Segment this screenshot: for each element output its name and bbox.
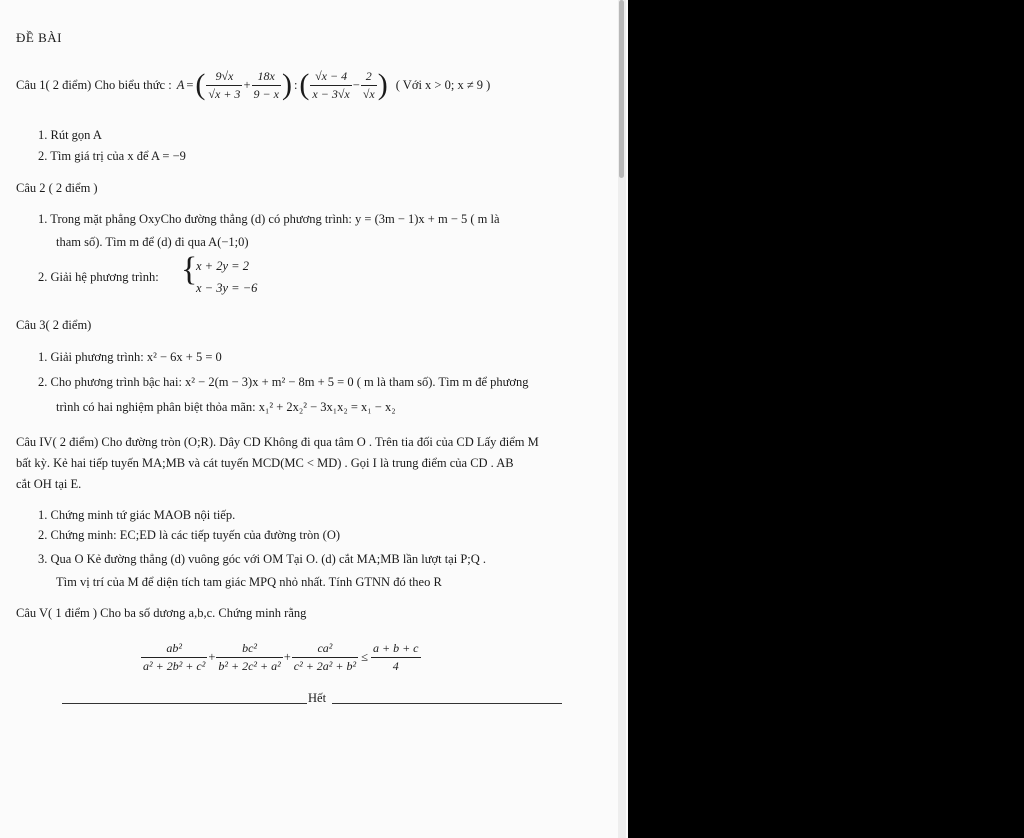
fraction: $\frac{\text{ab²}}{\text{a² + 2b² + c²}}$ <box>143 640 206 673</box>
question-1-item-1: 1. Rút gọn A <box>38 128 102 142</box>
fraction: $\frac{\text{bc²}}{\text{b² + 2c² + a²}}$ <box>218 640 281 673</box>
question-4-item-1: 1. Chứng minh tứ giác MAOB nội tiếp. <box>38 508 236 522</box>
question-4-item-3-cont: Tìm vị trí của M để diện tích tam giác MPQ nhỏ nhất. Tính GTNN đó theo R <box>56 575 442 589</box>
scrollbar[interactable] <box>618 0 626 838</box>
question-3-item-1: 1. Giải phương trình: x² − 6x + 5 = 0 <box>38 350 222 364</box>
question-2-item-1: 1. Trong mặt phẳng OxyCho đường thẳng (d) có phương trình: y = (3m − 1)x + m − 5 ( m là <box>38 212 500 226</box>
question-4-text-1: Câu IV( 2 điểm) Cho đường tròn (O;R). Dây CD Không đi qua tâm O . Trên tia đối của CD Lấy điểm M <box>16 435 539 449</box>
fraction: $\frac{a + b + c}{4}$ <box>372 640 419 673</box>
question-1-item-2: 2. Tìm giá trị của x để A = −9 <box>38 149 186 163</box>
question-4-text-3: cắt OH tại E. <box>16 477 82 491</box>
fraction: $\frac{\text{ca²}}{\text{c² + 2a² + b²}}$ <box>293 640 357 673</box>
question-1-condition: ( Với x > 0; x ≠ 9 ) <box>395 78 491 92</box>
end-marker: Hết <box>308 691 327 705</box>
question-1-expression: Câu 1( 2 điểm) Cho biểu thức : A = ( $\frac{9√x}{√x + 3}$ + $\frac{18x}{9 - x}$ ) : ( $\frac{√x - 4}{x - 3√x}$ − $\frac{2}{√x}$ ) ( Với x > 0; x ≠ 9 ) <box>16 68 491 101</box>
fraction: $\frac{√x - 4}{x - 3√x}$ <box>312 68 350 101</box>
question-5-inequality: $\frac{\text{ab²}}{\text{a² + 2b² + c²}}$ + $\frac{\text{bc²}}{\text{b² + 2c² + a²}}$ + $\frac{\text{ca²}}{\text{c² + 2a² + b²}}$ ≤ $\frac{a + b + c}{4}$ <box>143 640 419 673</box>
question-3-label: Câu 3( 2 điểm) <box>16 318 92 332</box>
fraction: $\frac{2}{√x}$ <box>362 68 375 101</box>
question-4-text-2: bất kỳ. Kẻ hai tiếp tuyến MA;MB và cát tuyến MCD(MC < MD) . Gọi I là trung điểm của CD . AB <box>16 456 514 470</box>
fraction: $\frac{9√x}{√x + 3}$ <box>208 68 241 101</box>
question-2-item-2: 2. Giải hệ phương trình: <box>38 270 159 284</box>
black-panel <box>628 0 1024 838</box>
scrollbar-thumb[interactable] <box>619 0 624 178</box>
fraction: $\frac{18x}{9 - x}$ <box>253 68 279 101</box>
question-1-label: Câu 1( 2 điểm) Cho biểu thức : <box>16 78 172 92</box>
system-eq-2: x − 3y = −6 <box>196 281 258 295</box>
system-brace: { <box>181 251 198 288</box>
question-3-item-2-cont: trình có hai nghiệm phân biệt thỏa mãn: x₁² + 2x₂² − 3x₁x₂ = x₁ − x₂ <box>56 400 396 414</box>
question-2-item-1-cont: tham số). Tìm m để (d) đi qua A(−1;0) <box>56 235 249 249</box>
question-2-label: Câu 2 ( 2 điểm ) <box>16 181 98 195</box>
end-rule-left <box>62 703 307 704</box>
end-rule-right <box>332 703 562 704</box>
question-5-label: Câu V( 1 điểm ) Cho ba số dương a,b,c. Chứng minh rằng <box>16 606 307 620</box>
system-eq-1: x + 2y = 2 <box>196 259 249 273</box>
question-4-item-2: 2. Chứng minh: EC;ED là các tiếp tuyến của đường tròn (O) <box>38 528 341 542</box>
page-title: ĐỀ BÀI <box>16 30 62 45</box>
question-4-item-3: 3. Qua O Kẻ đường thẳng (d) vuông góc với OM Tại O. (d) cắt MA;MB lần lượt tại P;Q . <box>38 552 487 566</box>
question-3-item-2: 2. Cho phương trình bậc hai: x² − 2(m − 3)x + m² − 8m + 5 = 0 ( m là tham số). Tìm m để phương <box>38 375 529 389</box>
